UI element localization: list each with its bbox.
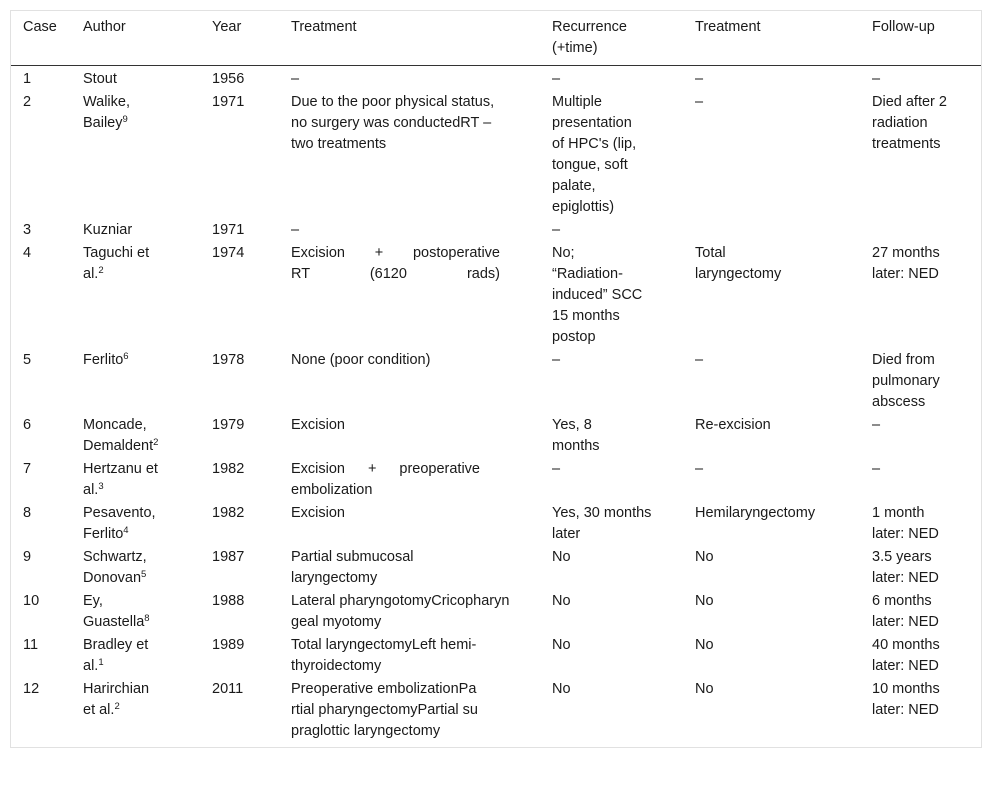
cell-year: 1979: [212, 417, 245, 433]
reference-superscript: 4: [123, 525, 129, 536]
cell-year: 1956: [212, 71, 245, 87]
cell-follow-up: Died from pulmonary abscess: [872, 352, 940, 410]
author-name: Harirchian et al.: [83, 681, 150, 718]
cell-year: 1971: [212, 94, 245, 110]
cell-author: [71, 414, 200, 458]
cell-treatment-2: Total laryngectomy: [695, 245, 782, 282]
treatment-line-2: RT (6120 rads): [291, 266, 500, 282]
cell-follow-up: 3.5 years later: NED: [872, 549, 939, 586]
cell-author: [71, 678, 200, 747]
cell-treatment: Total laryngectomyLeft hemi-thyroidectomy: [291, 637, 477, 674]
cell-follow-up: –: [872, 71, 881, 87]
author-name: Ey, Guastella: [83, 593, 145, 630]
cell-treatment-2: No: [695, 637, 714, 653]
cell-author: [71, 590, 200, 634]
cell-follow-up: 40 months later: NED: [872, 637, 940, 674]
cell-treatment: None (poor condition): [291, 352, 431, 368]
cell-recurrence: No: [552, 637, 571, 653]
cell-recurrence: No: [552, 549, 571, 565]
treatment-line-2: embolization: [291, 482, 373, 498]
author-name: Bradley et al.: [83, 637, 149, 674]
cell-author: [71, 349, 200, 414]
cell-recurrence: –: [552, 461, 561, 477]
cell-year: 1978: [212, 352, 245, 368]
cell-treatment: –: [291, 222, 300, 238]
reference-superscript: 3: [98, 481, 104, 492]
table-row: [11, 634, 981, 678]
cell-treatment: Due to the poor physical status, no surgery was conductedRT – two treatments: [291, 94, 495, 152]
table-header-row: [11, 11, 981, 66]
cell-case: 12: [23, 681, 40, 697]
cell-recurrence: Multiple presentation of HPC's (lip, tongue, soft palate, epiglottis): [552, 94, 637, 215]
table-row: [11, 219, 981, 242]
table-row: [11, 458, 981, 502]
cell-follow-up: –: [872, 417, 881, 433]
table-row: [11, 242, 981, 349]
table-row: [11, 502, 981, 546]
cell-year: 1987: [212, 549, 245, 565]
header-recurrence: Recurrence (+time): [540, 11, 683, 66]
cell-author: [71, 458, 200, 502]
cell-follow-up: Died after 2 radiation treatments: [872, 94, 947, 152]
cell-year: 1988: [212, 593, 245, 609]
cell-treatment: Excision: [291, 417, 345, 433]
reference-superscript: 2: [153, 437, 159, 448]
cell-treatment-2: No: [695, 593, 714, 609]
cell-treatment-2: –: [695, 71, 704, 87]
reference-superscript: 5: [141, 569, 147, 580]
cell-treatment-2: –: [695, 461, 704, 477]
author-name: Hertzanu et al.: [83, 461, 158, 498]
author-name: Pesavento, Ferlito: [83, 505, 156, 542]
cell-year: 1971: [212, 222, 245, 238]
cell-recurrence: –: [552, 222, 561, 238]
reference-superscript: 8: [144, 613, 150, 624]
author-name: Ferlito: [83, 352, 124, 368]
cell-author: [71, 91, 200, 219]
case-table: [11, 11, 981, 747]
header-treatment: Treatment: [279, 11, 540, 66]
cell-treatment: –: [291, 71, 300, 87]
cell-case: 8: [23, 505, 32, 521]
cell-treatment: [279, 458, 540, 502]
cell-recurrence: No: [552, 593, 571, 609]
cell-case: 7: [23, 461, 32, 477]
cell-follow-up: 6 months later: NED: [872, 593, 939, 630]
cell-case: 9: [23, 549, 32, 565]
author-name: Stout: [83, 71, 117, 87]
cell-treatment-2: No: [695, 549, 714, 565]
cell-case: 4: [23, 245, 32, 261]
cell-treatment-2: –: [695, 94, 704, 110]
author-name: Moncade, Demaldent: [83, 417, 154, 454]
cell-year: 2011: [212, 681, 244, 697]
cell-recurrence: –: [552, 71, 561, 87]
cell-recurrence: Yes, 30 months later: [552, 505, 652, 542]
cell-recurrence: No; “Radiation-induced” SCC 15 months postop: [552, 245, 643, 345]
cell-follow-up: –: [872, 461, 881, 477]
cell-case: 6: [23, 417, 32, 433]
cell-follow-up: 1 month later: NED: [872, 505, 939, 542]
header-treatment-2: Treatment: [683, 11, 860, 66]
cell-year: 1982: [212, 505, 245, 521]
author-name: Schwartz, Donovan: [83, 549, 147, 586]
table-row: [11, 546, 981, 590]
cell-recurrence: Yes, 8 months: [552, 417, 600, 454]
cell-treatment-2: –: [695, 352, 704, 368]
cell-year: 1989: [212, 637, 245, 653]
cell-case: 1: [23, 71, 32, 87]
cell-treatment: Lateral pharyngotomyCricopharyngeal myotomy: [291, 593, 510, 630]
cell-case: 2: [23, 94, 32, 110]
author-name: Walike, Bailey: [83, 94, 130, 131]
header-case: Case: [11, 11, 71, 66]
header-author: Author: [71, 11, 200, 66]
case-table-container: [10, 10, 982, 748]
treatment-line-1: Excision + preoperative: [291, 461, 480, 477]
treatment-line-1: Excision + postoperative: [291, 245, 500, 261]
cell-treatment-2: Re-excision: [695, 417, 771, 433]
reference-superscript: 9: [122, 114, 128, 125]
reference-superscript: 2: [114, 701, 120, 712]
table-row: [11, 66, 981, 92]
cell-author: [71, 502, 200, 546]
reference-superscript: 1: [98, 657, 104, 668]
cell-treatment-2: No: [695, 681, 714, 697]
cell-author: [71, 242, 200, 349]
cell-treatment-2: [683, 219, 860, 242]
cell-treatment: Partial submucosal laryngectomy: [291, 549, 414, 586]
cell-author: [71, 219, 200, 242]
header-year: Year: [200, 11, 279, 66]
cell-follow-up: [860, 219, 981, 242]
cell-treatment: [279, 242, 540, 349]
reference-superscript: 2: [98, 265, 104, 276]
cell-recurrence: –: [552, 352, 561, 368]
cell-year: 1982: [212, 461, 245, 477]
author-name: Kuzniar: [83, 222, 133, 238]
table-row: [11, 414, 981, 458]
reference-superscript: 6: [123, 351, 129, 362]
author-name: Taguchi et al.: [83, 245, 150, 282]
cell-case: 10: [23, 593, 40, 609]
cell-follow-up: 27 months later: NED: [872, 245, 940, 282]
cell-year: 1974: [212, 245, 245, 261]
cell-treatment: Excision: [291, 505, 345, 521]
cell-case: 11: [23, 637, 39, 653]
table-row: [11, 590, 981, 634]
table-row: [11, 678, 981, 747]
table-row: [11, 91, 981, 219]
cell-recurrence: No: [552, 681, 571, 697]
cell-treatment-2: Hemilaryngectomy: [695, 505, 816, 521]
cell-case: 5: [23, 352, 32, 368]
cell-treatment: Preoperative embolizationPartial pharyngectomyPartial supraglottic laryngectomy: [291, 681, 478, 739]
cell-author: [71, 634, 200, 678]
table-row: [11, 349, 981, 414]
cell-case: 3: [23, 222, 32, 238]
header-follow-up: Follow-up: [860, 11, 981, 66]
cell-author: [71, 66, 200, 92]
cell-author: [71, 546, 200, 590]
cell-follow-up: 10 months later: NED: [872, 681, 940, 718]
